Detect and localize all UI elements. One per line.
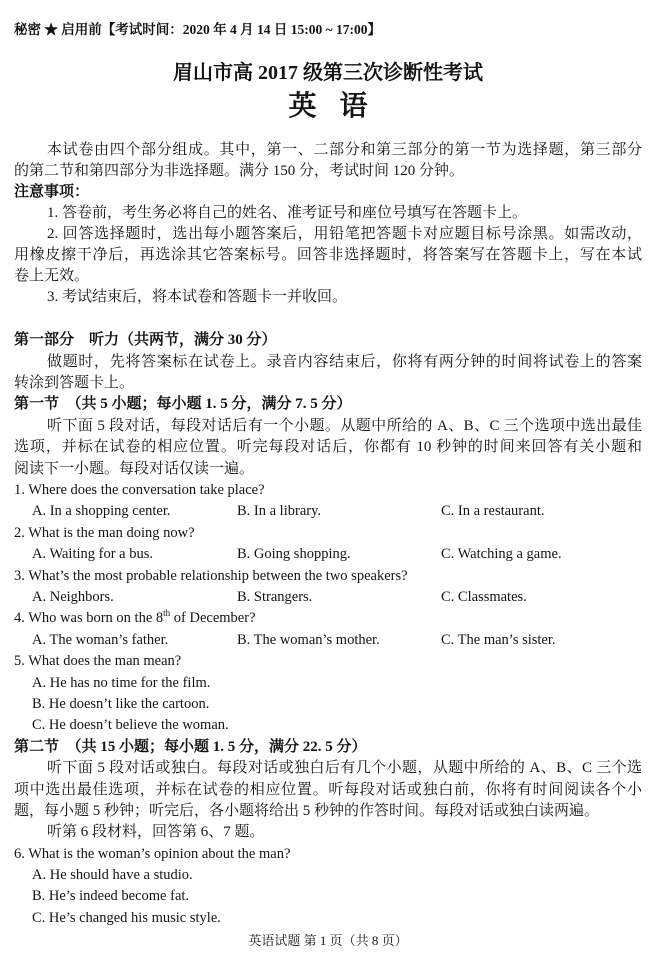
question-3-stem: 3. What’s the most probable relationship between the two speakers? <box>14 567 408 584</box>
part1-instruction-line: 做题时，先将答案标在试卷上。录音内容结束后，你将有两分钟的时间将试卷上的答案 <box>47 353 642 370</box>
part1-listening <box>14 330 642 929</box>
option-c: C. Classmates. <box>441 588 527 605</box>
question-2-options <box>14 544 642 565</box>
option-b: B. The woman’s mother. <box>237 631 380 648</box>
subject-title: 英 语 <box>288 91 368 122</box>
exam-title: 眉山市高 2017 级第三次诊断性考试 <box>173 62 483 84</box>
question-1-options <box>14 501 642 522</box>
question-4-options <box>14 630 642 651</box>
option-a: A. The woman’s father. <box>32 631 169 648</box>
stem-text: of December? <box>170 610 256 627</box>
section2-heading: 第二节 （共 15 小题；每小题 1. 5 分，满分 22. 5 分） <box>14 738 367 755</box>
material-note: 听第 6 段材料，回答第 6、7 题。 <box>47 824 265 841</box>
notice-item-3: 3. 考试结束后，将本试卷和答题卡一并收回。 <box>47 288 348 305</box>
question-3-options <box>14 587 642 608</box>
part1-instruction-line: 转涂到答题卡上。 <box>14 375 135 392</box>
option-a: A. He has no time for the film. <box>32 674 211 691</box>
section2-instruction-line: 项中选出最佳选项，并标在试卷的相应位置。听每段对话或独白前，你将有时间阅读各个小 <box>14 781 642 798</box>
section1-instruction-line: 选项，并标在试卷的相应位置。听完每段对话后，你都有 10 秒钟的时间来回答有关小题和 <box>14 439 642 456</box>
question-1-stem: 1. Where does the conversation take place? <box>14 482 265 499</box>
notice-heading: 注意事项： <box>14 183 90 200</box>
option-a: A. In a shopping center. <box>32 503 171 520</box>
option-c: C. He’s changed his music style. <box>32 909 221 926</box>
option-c: C. The man’s sister. <box>441 631 556 648</box>
intro-line: 本试卷由四个部分组成。其中，第一、二部分和第三部分的第一节为选择题，第三部分 <box>47 141 642 158</box>
notice-item-2-line: 用橡皮擦干净后，再选涂其它答案标号。回答非选择题时，将答案写在答题卡上，写在本试 <box>14 246 642 263</box>
confidential-exam-time-header: 秘密 ★ 启用前【考试时间：2020 年 4 月 14 日 15:00 ~ 17:00】 <box>14 22 382 37</box>
intro-line: 的第二节和第四部分为非选择题。满分 150 分，考试时间 120 分钟。 <box>14 162 465 179</box>
option-a: A. Neighbors. <box>32 588 114 605</box>
question-2-stem: 2. What is the man doing now? <box>14 524 195 541</box>
part1-heading: 第一部分 听力（共两节，满分 30 分） <box>14 332 277 349</box>
question-5-stem: 5. What does the man mean? <box>14 653 182 670</box>
notice-item-2-line: 卷上无效。 <box>14 267 90 284</box>
option-c: C. He doesn’t believe the woman. <box>32 717 229 734</box>
question-6-stem: 6. What is the woman’s opinion about the man? <box>14 845 291 862</box>
option-b: B. In a library. <box>237 503 322 520</box>
option-c: C. Watching a game. <box>441 546 562 563</box>
notice-item-1: 1. 答卷前，考生务必将自己的姓名、准考证号和座位号填写在答题卡上。 <box>47 204 528 221</box>
option-b: B. He’s indeed become fat. <box>32 888 190 905</box>
option-b: B. Strangers. <box>237 588 313 605</box>
intro-and-notice-block <box>14 140 642 308</box>
option-a: A. Waiting for a bus. <box>32 546 153 563</box>
section1-instruction-line: 听下面 5 段对话，每段对话后有一个小题。从题中所给的 A、B、C 三个选项中选出最佳 <box>47 417 642 434</box>
section1-instruction-line: 阅读下一小题。每段对话仅读一遍。 <box>14 460 255 477</box>
section2-instruction-line: 题，每小题 5 秒钟；听完后，各小题将给出 5 秒钟的作答时间。每段对话或独白读两遍。 <box>14 802 600 819</box>
page-footer: 英语试题 第 1 页（共 8 页） <box>248 933 408 948</box>
question-4-stem <box>14 608 642 629</box>
ordinal-suffix: th <box>163 608 171 619</box>
section2-instruction-line: 听下面 5 段对话或独白。每段对话或独白后有几个小题，从题中所给的 A、B、C 三个选 <box>47 760 642 777</box>
section1-heading: 第一节 （共 5 小题；每小题 1. 5 分，满分 7. 5 分） <box>14 396 352 413</box>
stem-day-number: 8 <box>155 610 164 627</box>
notice-item-2-line: 2. 回答选择题时，选出每小题答案后，用铅笔把答题卡对应题目标号涂黑。如需改动， <box>47 225 642 242</box>
option-b: B. He doesn’t like the cartoon. <box>32 695 210 712</box>
option-c: C. In a restaurant. <box>441 503 545 520</box>
stem-text: 4. Who was born on the <box>14 610 156 627</box>
option-b: B. Going shopping. <box>237 546 351 563</box>
option-a: A. He should have a studio. <box>32 867 193 884</box>
